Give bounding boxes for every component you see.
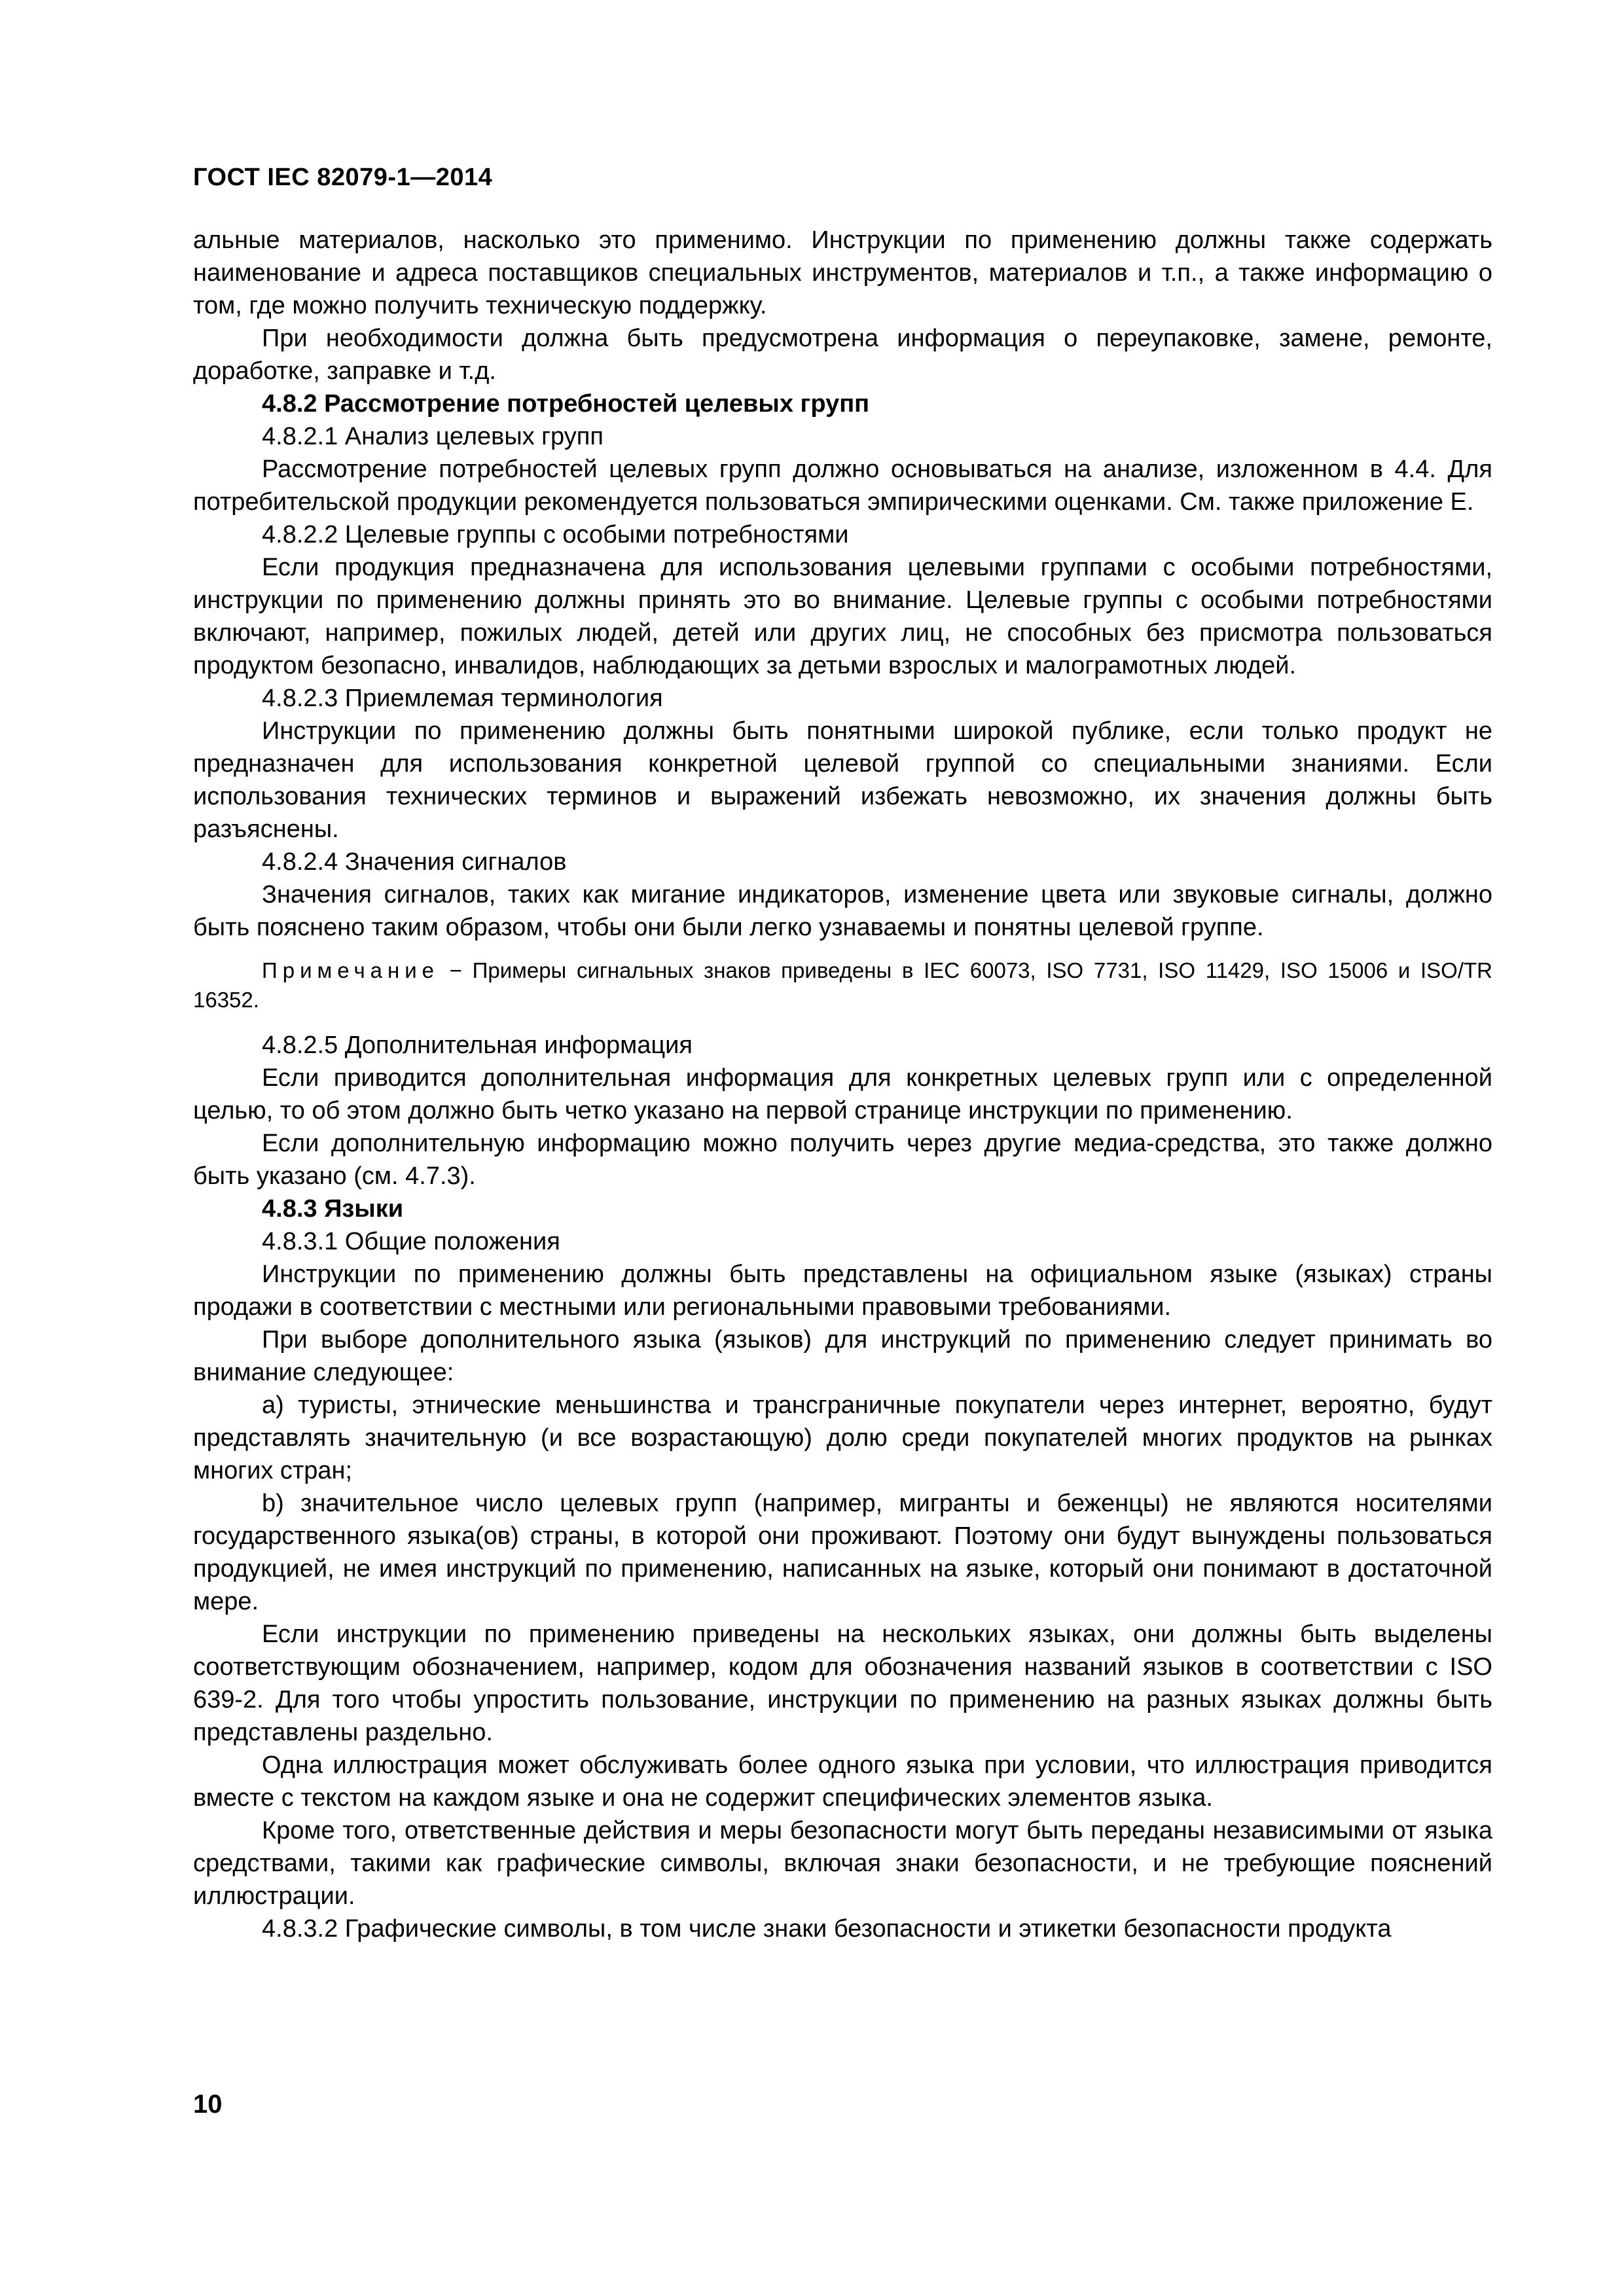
list-item: a) туристы, этнические меньшинства и трансграничные покупатели через интернет, вероятно, будут представлять значительную (и все возрастающую) долю среди покупателей многих продуктов на рынках многих стран; [193, 1391, 1492, 1484]
paragraph: Если продукция предназначена для использования целевыми группами с особыми потребностями, инструкции по применению должны принять это во внимание. Целевые группы с особыми потребностями включают, например, пожилых людей, детей или других лиц, не способных без присмотра пользоваться продуктом безопасно, инвалидов, наблюдающих за детьми взрослых и малограмотных людей. [193, 554, 1492, 679]
subsection-heading: 4.8.3.2 Графические символы, в том числе знаки безопасности и этикетки безопасности продукта [262, 1915, 1392, 1943]
note [193, 956, 1492, 1014]
subsection-heading: 4.8.3.1 Общие положения [262, 1228, 560, 1255]
paragraph: Инструкции по применению должны быть понятными широкой публике, если только продукт не предназначен для использования конкретной целевой группой со специальными знаниями. Если использования технических терминов и выражений избежать невозможно, их значения должны быть разъяснены. [193, 717, 1492, 843]
document-header: ГОСТ IEC 82079-1—2014 [193, 164, 493, 191]
page-number: 10 [193, 2090, 223, 2119]
section-heading: 4.8.2 Рассмотрение потребностей целевых групп [262, 390, 870, 418]
paragraph: Кроме того, ответственные действия и меры безопасности могут быть переданы независимыми от языка средствами, такими как графические символы, включая знаки безопасности, и не требующие пояснений иллюстрации. [193, 1817, 1492, 1910]
subsection-heading: 4.8.2.2 Целевые группы с особыми потребностями [262, 521, 849, 548]
paragraph: альные материалов, насколько это применимо. Инструкции по применению должны также содержать наименование и адреса поставщиков специальных инструментов, материалов и т.п., а также информацию о том, где можно получить техническую поддержку. [193, 226, 1492, 319]
subsection-heading: 4.8.2.5 Дополнительная информация [262, 1031, 693, 1059]
paragraph: Если приводится дополнительная информация для конкретных целевых групп или с определенной целью, то об этом должно быть четко указано на первой странице инструкции по применению. [193, 1064, 1492, 1124]
note-label: Примечание [262, 958, 440, 982]
paragraph: Рассмотрение потребностей целевых групп должно основываться на анализе, изложенном в 4.4. Для потребительской продукции рекомендуется пользоваться эмпирическими оценками. См. также приложение Е. [193, 456, 1492, 516]
note-text: − Примеры сигнальных знаков приведены в IEC 60073, ISO 7731, ISO 11429, ISO 15006 и ISO/TR 16352. [193, 958, 1492, 1012]
paragraph: Если инструкции по применению приведены на нескольких языках, они должны быть выделены соответствующим обозначением, например, кодом для обозначения названий языков в соответствии с ISO 639-2. Для того чтобы упростить пользование, инструкции по применению на разных языках должны быть представлены раздельно. [193, 1621, 1492, 1746]
paragraph: При необходимости должна быть предусмотрена информация о переупаковке, замене, ремонте, доработке, заправке и т.д. [193, 325, 1492, 385]
paragraph: Одна иллюстрация может обслуживать более одного языка при условии, что иллюстрация приводится вместе с текстом на каждом языке и она не содержит специфических элементов языка. [193, 1751, 1492, 1812]
subsection-heading: 4.8.2.3 Приемлемая терминология [262, 685, 663, 712]
paragraph: Если дополнительную информацию можно получить через другие медиа-средства, это также должно быть указано (см. 4.7.3). [193, 1130, 1492, 1190]
list-item: b) значительное число целевых групп (например, мигранты и беженцы) не являются носителями государственного языка(ов) страны, в которой они проживают. Поэтому они будут вынуждены пользоваться продукцией, не имея инструкций по применению, написанных на языке, который они понимают в достаточной мере. [193, 1490, 1492, 1615]
subsection-heading: 4.8.2.1 Анализ целевых групп [262, 423, 604, 450]
subsection-heading: 4.8.2.4 Значения сигналов [262, 848, 567, 876]
section-heading: 4.8.3 Языки [262, 1195, 404, 1223]
document-body [193, 224, 1492, 1945]
paragraph: Значения сигналов, таких как мигание индикаторов, изменение цвета или звуковые сигналы, должно быть пояснено таким образом, чтобы они были легко узнаваемы и понятны целевой группе. [193, 881, 1492, 941]
paragraph: Инструкции по применению должны быть представлены на официальном языке (языках) страны продажи в соответствии с местными или региональными правовыми требованиями. [193, 1261, 1492, 1321]
paragraph: При выборе дополнительного языка (языков) для инструкций по применению следует принимать во внимание следующее: [193, 1326, 1492, 1386]
